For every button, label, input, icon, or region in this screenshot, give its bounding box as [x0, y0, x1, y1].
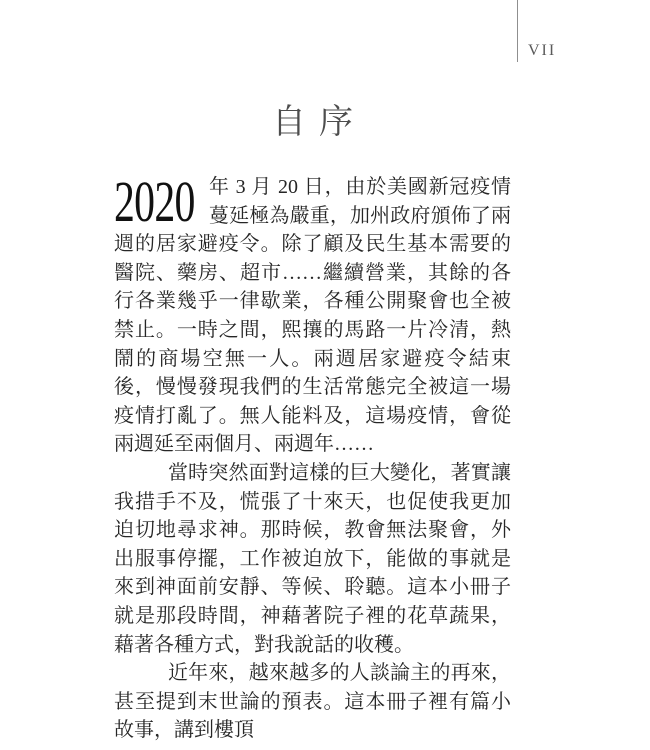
paragraph-third: 近年來，越來越多的人談論主的再來，甚至提到末世論的預表。這本冊子裡有篇小故事，講到樓頂: [114, 662, 511, 742]
folio-divider-rule: [517, 0, 518, 62]
paragraph-opening-text: 年 3 月 20 日，由於美國新冠疫情蔓延極為嚴重，加州政府頒佈了兩週的居家避疫令。除了顧及民生基本需要的醫院、藥房、超市……繼續營業，其餘的各行各業幾乎一律歇業，各種公開聚會也全被禁止。一時之間，熙攘的馬路一片冷清，熱鬧的商場空無一人。兩週居家避疫令結束後，慢慢發現我們的生活常態完全被這一場疫情打亂了。無人能料及，這場疫情，會從兩週延至兩個月、兩週年……: [114, 176, 511, 456]
page-number: VII: [528, 42, 557, 59]
paragraph-second: 當時突然面對這樣的巨大變化，著實讓我措手不及，慌張了十來天，也促使我更加迫切地尋求神。那時候，教會無法聚會，外出服事停擺，工作被迫放下，能做的事就是來到神面前安靜、等候、聆聽。這本小冊子就是那段時間，神藉著院子裡的花草蔬果，藉著各種方式，對我說話的收穫。: [114, 461, 511, 656]
drop-cap-year: 2020: [114, 169, 195, 234]
chapter-title: 自序: [272, 103, 366, 141]
body-text-column: [114, 169, 511, 745]
paragraph-opening: [114, 169, 511, 459]
